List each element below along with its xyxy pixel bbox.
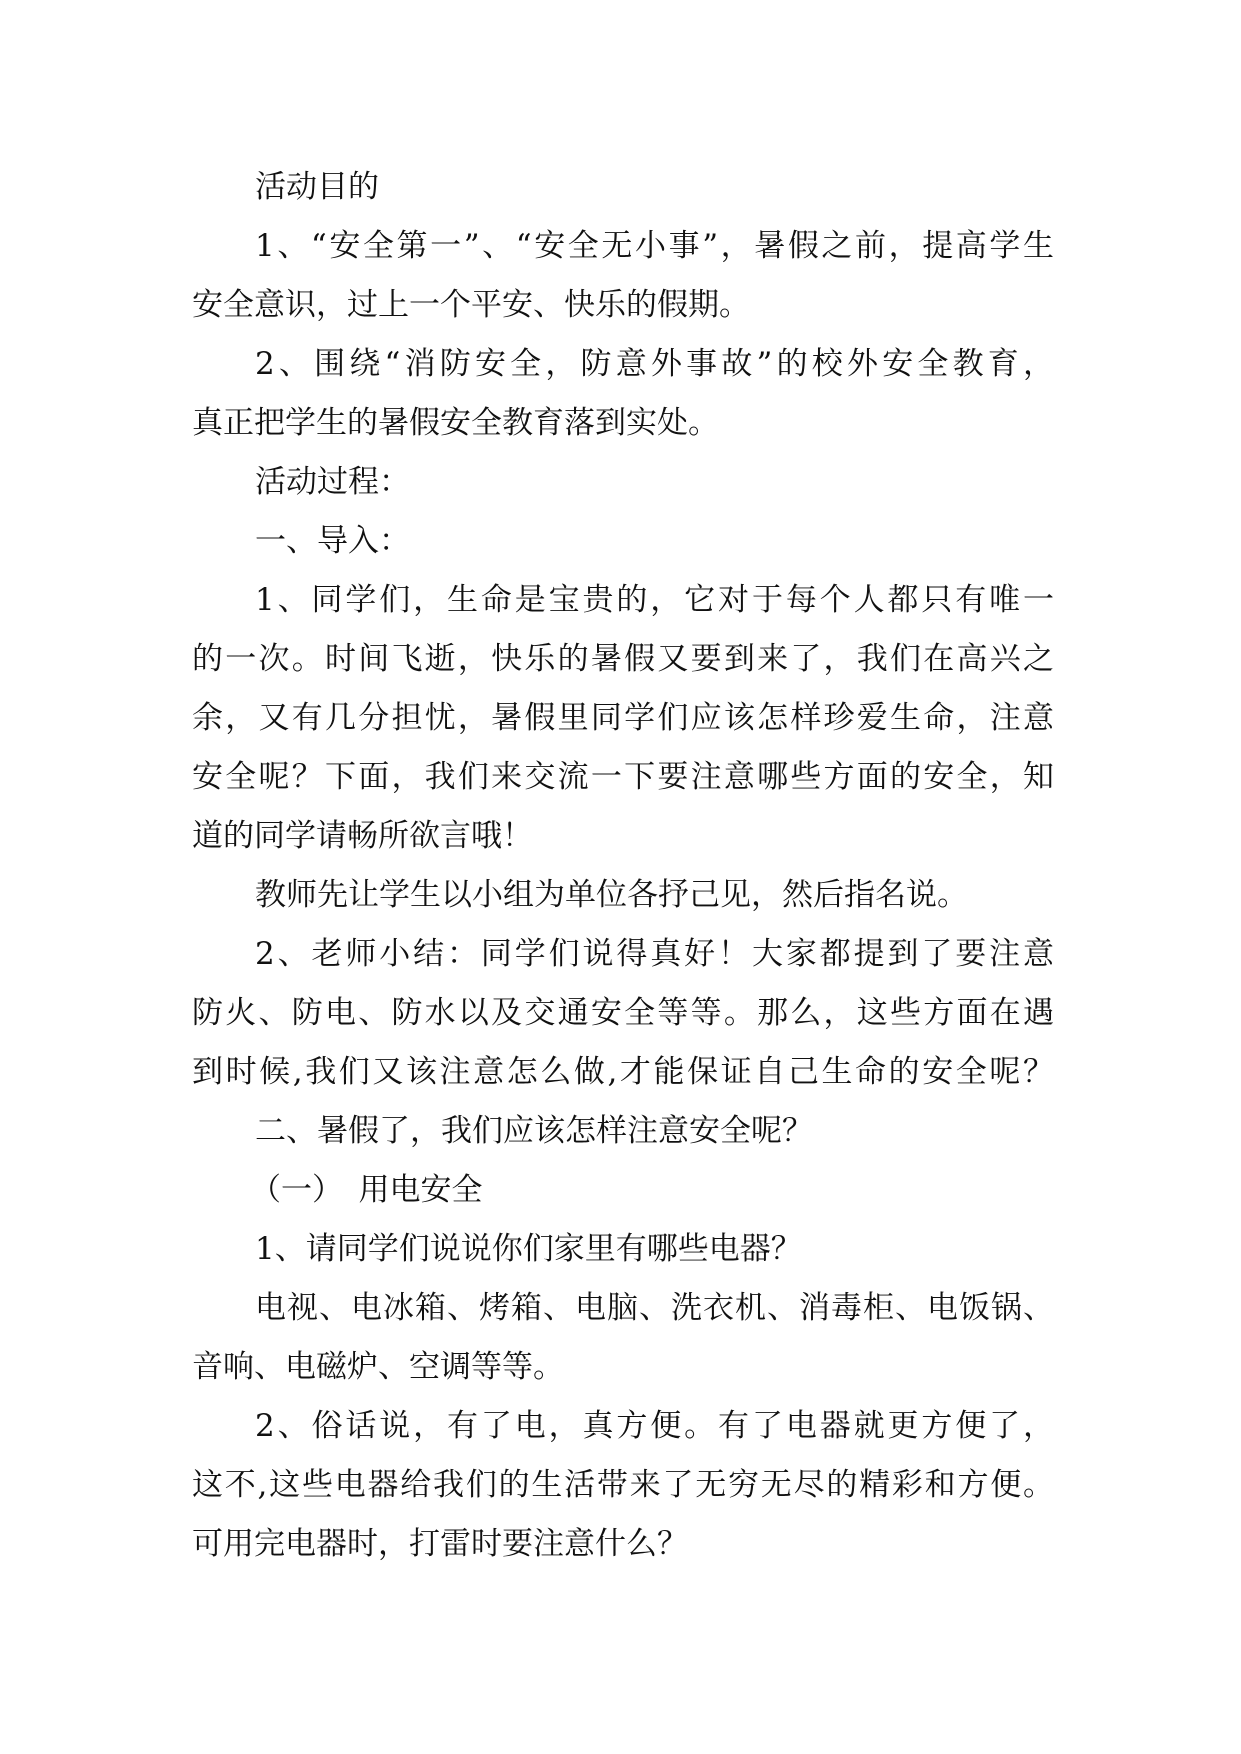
- paragraph-line: 教师先让学生以小组为单位各抒己见，然后指名说。: [255, 877, 968, 913]
- paragraph-line: 到时候,我们又该注意怎么做,才能保证自己生命的安全呢？: [192, 1054, 1054, 1090]
- paragraph-line: 这不,这些电器给我们的生活带来了无穷无尽的精彩和方便。: [192, 1467, 1054, 1503]
- paragraph-line: 的一次。时间飞逝，快乐的暑假又要到来了，我们在高兴之: [192, 641, 1054, 677]
- paragraph-line: 2、老师小结：同学们说得真好！大家都提到了要注意: [255, 936, 1054, 972]
- paragraph-line: 可用完电器时，打雷时要注意什么？: [192, 1526, 688, 1562]
- paragraph-line: 1、请同学们说说你们家里有哪些电器？: [255, 1231, 802, 1267]
- paragraph-line: 道的同学请畅所欲言哦！: [192, 818, 533, 854]
- paragraph-line: 1、“安全第一”、“安全无小事”，暑假之前，提高学生: [255, 228, 1054, 264]
- paragraph-line: 真正把学生的暑假安全教育落到实处。: [192, 405, 719, 441]
- heading-activity-process: 活动过程：: [255, 464, 410, 500]
- paragraph-line: 音响、电磁炉、空调等等。: [192, 1349, 564, 1385]
- paragraph-line: 2、俗话说，有了电，真方便。有了电器就更方便了，: [255, 1408, 1054, 1444]
- section-heading-summer-safety: 二、暑假了，我们应该怎样注意安全呢？: [255, 1113, 813, 1149]
- paragraph-line: 电视、电冰箱、烤箱、电脑、洗衣机、消毒柜、电饭锅、: [255, 1290, 1054, 1326]
- paragraph-line: 余，又有几分担忧，暑假里同学们应该怎样珍爱生命，注意: [192, 700, 1054, 736]
- paragraph-line: 1、同学们，生命是宝贵的，它对于每个人都只有唯一: [255, 582, 1054, 618]
- paragraph-line: 2、围绕“消防安全，防意外事故”的校外安全教育，: [255, 346, 1054, 382]
- paragraph-line: 防火、防电、防水以及交通安全等等。那么，这些方面在遇: [192, 995, 1054, 1031]
- heading-activity-purpose: 活动目的: [255, 169, 379, 205]
- paragraph-line: 安全意识，过上一个平安、快乐的假期。: [192, 287, 750, 323]
- subsection-heading-electricity: （一） 用电安全: [250, 1172, 483, 1208]
- document-body: [192, 158, 1054, 1574]
- section-heading-intro: 一、导入：: [255, 523, 410, 559]
- paragraph-line: 安全呢？下面，我们来交流一下要注意哪些方面的安全，知: [192, 759, 1054, 795]
